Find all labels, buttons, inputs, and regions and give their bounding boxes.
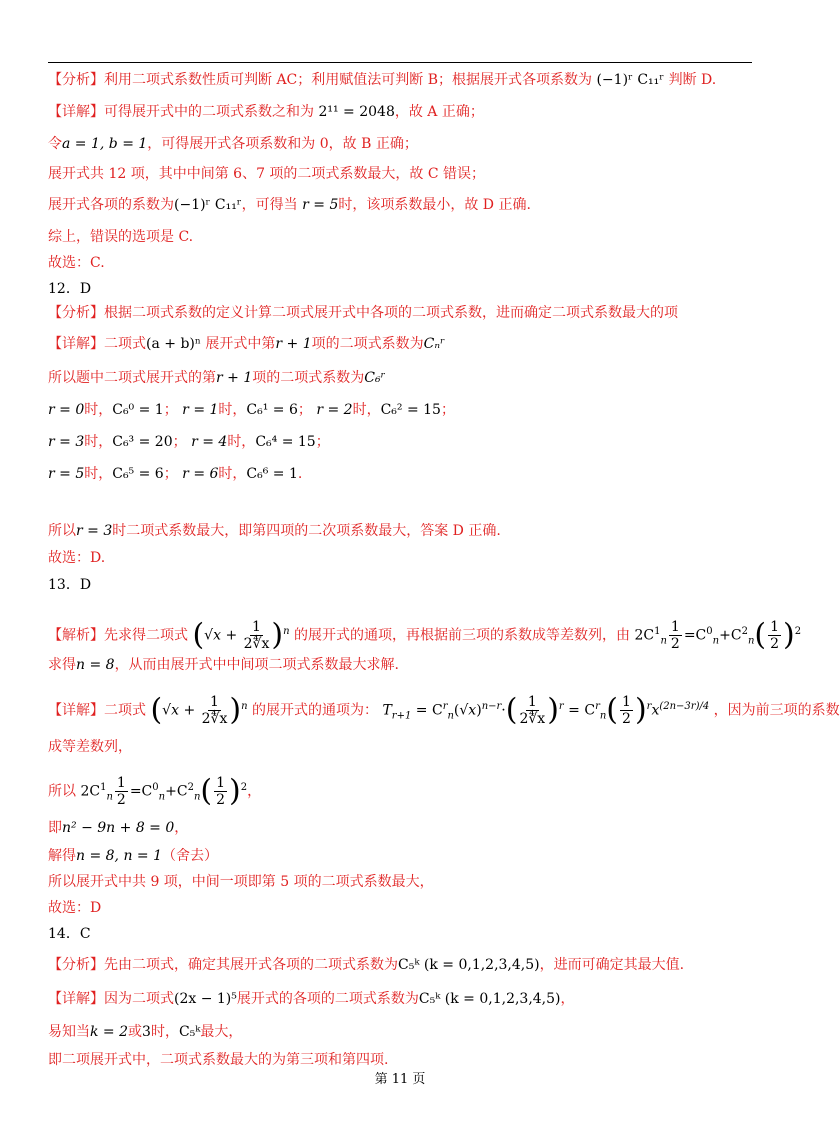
detail-13-line-5: 解得n = 8, n = 1（舍去） — [48, 848, 219, 864]
answer-13: 故选：D — [48, 900, 102, 916]
answer-12: 故选：D. — [48, 550, 106, 566]
detail-11-line-3: 展开式共 12 项，其中中间第 6、7 项的二项式系数最大，故 C 错误； — [48, 166, 486, 182]
analysis-12: 【分析】根据二项式系数的定义计算二项式展开式中各项的二项式系数，进而确定二项式系数最大的项 — [48, 305, 678, 321]
detail-13-line-4: 即n² − 9n + 8 = 0， — [48, 820, 189, 836]
explain-13-line-2: 求得n = 8，从而由展开式中中间项二项式系数最大求解. — [48, 657, 400, 673]
values-row-3: r = 5时，C₆⁵ = 6； r = 6时，C₆⁶ = 1. — [48, 466, 303, 482]
question-12-header: 12．D — [48, 281, 92, 297]
detail-14-line-3: 即二项展开式中，二项式系数最大的为第三项和第四项. — [48, 1052, 389, 1068]
values-row-1: r = 0时，C₆⁰ = 1； r = 1时，C₆¹ = 6； r = 2时，C₆² = 15； — [48, 402, 455, 418]
conclusion-12: 所以r = 3时二项式系数最大，即第四项的二次项系数最大，答案 D 正确. — [48, 523, 501, 539]
detail-12-line-2: 所以题中二项式展开式的第r + 1项的二项式系数为C₆ʳ — [48, 370, 386, 386]
header-rule — [48, 62, 752, 63]
detail-14-line-1: 【详解】因为二项式(2x − 1)⁵展开式的各项的二项式系数为C₅ᵏ (k = 0,1,2,3,4,5)， — [48, 991, 575, 1007]
detail-13-line-1: 【详解】二项式 (√x + $\frac{1}{2∜x}$ )$^n$ 的展开式的通项为： $T_{r+1} = C^r_n(√x)^{n-r}\cdot$( $\frac{1}{2∜x}$ )$^r = C^r_n$( $\frac{1}{2}$ )$^rx^{(2n-3r)/4}$ ，因为前三项的系数 — [48, 692, 840, 728]
values-row-2: r = 3时，C₆³ = 20； r = 4时，C₆⁴ = 15； — [48, 434, 330, 450]
detail-11-line-4: 展开式各项的系数为(−1)ʳ C₁₁ʳ，可得当 r = 5时，该项系数最小，故 D 正确. — [48, 197, 531, 213]
summary-11: 综上，错误的选项是 C. — [48, 229, 194, 245]
detail-12-line-1: 【详解】二项式(a + b)ⁿ 展开式中第r + 1项的二项式系数为Cₙʳ — [48, 336, 445, 352]
detail-14-line-2: 易知当k = 2或3时，C₅ᵏ最大， — [48, 1024, 243, 1040]
analysis-11: 【分析】利用二项式系数性质可判断 AC；利用赋值法可判断 B；根据展开式各项系数为 (−1)ʳ C₁₁ʳ 判断 D. — [48, 72, 717, 88]
detail-13-line-6: 所以展开式中共 9 项，中间一项即第 5 项的二项式系数最大， — [48, 874, 434, 890]
answer-11: 故选：C. — [48, 255, 105, 271]
question-14-header: 14．C — [48, 926, 91, 942]
detail-11-line-2: 令a = 1, b = 1，可得展开式各项系数和为 0，故 B 正确； — [48, 136, 418, 152]
detail-11-line-1: 【详解】可得展开式中的二项式系数之和为 2¹¹ = 2048，故 A 正确； — [48, 104, 484, 120]
detail-13-line-2: 成等差数列， — [48, 739, 132, 755]
detail-13-line-3: 所以 $2C^1_n$ $\frac{1}{2}$ $=C^0_n+C^2_n$( $\frac{1}{2}$ )$^2$， — [48, 773, 262, 809]
explain-13-line-1: 【解析】先求得二项式 (√x + $\frac{1}{2∜x}$ )$^n$ 的展开式的通项，再根据前三项的系数成等差数列，由 $2C^1_n$ $\frac{1}{2}$ $=C^0_n+C^2_n$( $\frac{1}{2}$ )$^2$ — [48, 617, 802, 653]
question-13-header: 13．D — [48, 577, 92, 593]
analysis-14: 【分析】先由二项式，确定其展开式各项的二项式系数为C₅ᵏ (k = 0,1,2,3,4,5)，进而可确定其最大值. — [48, 957, 685, 973]
page-number: 第 11 页 — [374, 1072, 426, 1087]
